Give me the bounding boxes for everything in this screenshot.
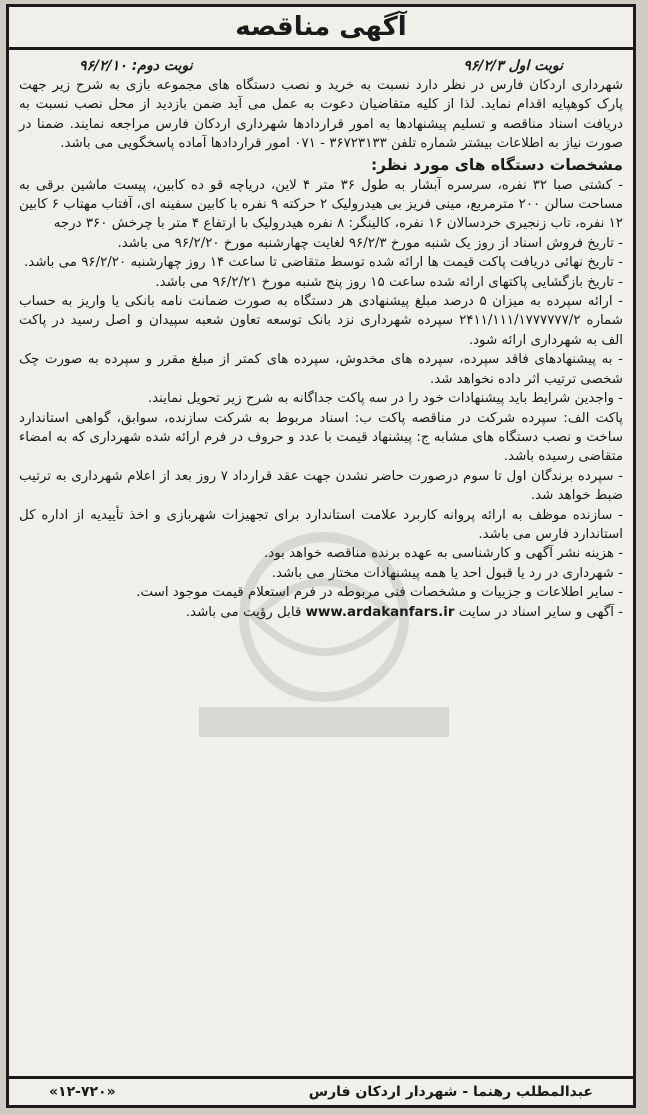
item-7: پاکت الف: سپرده شرکت در مناقصه پاکت ب: اسناد مربوط به شرکت سازنده، سوابق، گواهی استاندارد ساخت و نصب دستگاه های مشابه ج: پیشنهاد قیمت با عدد و حروف در فرم ارائه شده شهرداری که به امضاء متقاضی رسیده باشد. bbox=[19, 410, 623, 465]
item-10: - هزینه نشر آگهی و کارشناسی به عهده برنده مناقصه خواهد بود. bbox=[263, 546, 623, 562]
item-1: - تاریخ فروش اسناد از روز یک شنبه مورخ ۹۶/۲/۳ لغایت چهارشنبه مورخ ۹۶/۲/۲۰ می باشد. bbox=[117, 235, 623, 251]
website-line bbox=[19, 603, 623, 622]
signature: عبدالمطلب رهنما - شهردار اردکان فارس bbox=[308, 1084, 593, 1100]
notice-footer bbox=[9, 1076, 633, 1105]
item-12: - سایر اطلاعات و جزییات و مشخصات فنی مربوطه در فرم استعلام قیمت موجود است. bbox=[136, 585, 623, 601]
item-11: - شهرداری در رد یا قبول احد یا همه پیشنهادات مختار می باشد. bbox=[271, 565, 623, 581]
item-5: - به پیشنهادهای فاقد سپرده، سپرده های مخدوش، سپرده های کمتر از مبلغ مقرر و سپرده به صورت چک شخصی ترتیب اثر داده نخواهد شد. bbox=[19, 352, 623, 387]
notice-body bbox=[19, 76, 623, 622]
tender-notice bbox=[6, 4, 636, 1108]
item-3: - تاریخ بازگشایی پاکتهای ارائه شده ساعت ۱۵ روز پنج شنبه مورخ ۹۶/۲/۲۱ می باشد. bbox=[155, 274, 623, 290]
item-4: - ارائه سپرده به میزان ۵ درصد مبلغ پیشنهادی هر دستگاه به صورت ضمانت نامه بانکی یا واریز به حساب شماره ۲۴۱۱/۱۱۱/۱۷۷۷۷۷۷/۲ سپرده شهرداری نزد بانک توسعه تعاون شعبه سپیدان و اصل رسید در پاکت الف به شهرداری ارائه شود. bbox=[19, 294, 624, 348]
first-publication-date: نوبت اول ۹۶/۲/۳ bbox=[463, 58, 563, 74]
specs-heading: مشخصات دستگاه های مورد نظر: bbox=[370, 155, 623, 174]
second-publication-date: نوبت دوم: ۹۶/۲/۱۰ bbox=[79, 58, 193, 74]
website-line-before: - آگهی و سایر اسناد در سایت bbox=[458, 604, 623, 620]
item-9: - سازنده موظف به ارائه پروانه کاربرد علامت استاندارد برای تجهیزات شهربازی و اخذ تأییدیه از اداره کل استاندارد فارس می باشد. bbox=[19, 507, 623, 542]
item-2: - تاریخ نهائی دریافت پاکت قیمت ها ارائه شده توسط متقاضی تا ساعت ۱۴ روز چهارشنبه ۹۶/۲/۲۰ می باشد. bbox=[24, 255, 623, 271]
website-line-after: قابل رؤیت می باشد. bbox=[185, 604, 302, 620]
publication-dates bbox=[19, 50, 623, 76]
ad-code: «۱۲-۷۲۰» bbox=[49, 1084, 116, 1100]
website-url[interactable]: www.ardakanfars.ir bbox=[305, 604, 455, 620]
item-6: - واجدین شرایط باید پیشنهادات خود را در سه پاکت جداگانه به شرح زیر تحویل نمایند. bbox=[147, 391, 623, 407]
notice-title: آگهی مناقصه bbox=[9, 7, 633, 50]
intro-paragraph: شهرداری اردکان فارس در نظر دارد نسبت به خرید و نصب دستگاه های مجموعه بازی به شرح زیر جهت پارک کوهپایه اقدام نماید. لذا از کلیه متقاضیان دعوت به عمل می آید ضمن بازدید از محل نصب نسبت به دریافت اسناد مناقصه و تسلیم پیشنهادها به امور قراردادها شهرداری اردکان فارس مراجعه نمایند. ضمنا در صورت نیاز به اطلاعات بیشتر شماره تلفن ۳۶۷۲۳۱۳۳ - ۰۷۱ امور قراردادها آماده پاسخگویی می باشد. bbox=[19, 78, 623, 152]
item-0: - کشتی صبا ۳۲ نفره، سرسره آبشار به طول ۳۶ متر ۴ لاین، دریاچه قو ده کابین، پیست ماشین برقی به مساحت سالن ۲۰۰ مترمربع، مینی فریز بی هیدرولیک ۲ حرکته ۹ نفره با کابین سفینه ای، آفتاب مهتاب ۶ کابین ۱۲ نفره، تاب زنجیری خردسالان ۱۶ نفره، کالینگر: ۸ نفره هیدرولیک با ارتفاع ۴ متر با چرخش ۳۶۰ درجه bbox=[19, 177, 623, 232]
item-8: - سپرده برندگان اول تا سوم درصورت حاضر نشدن جهت عقد قرارداد ۷ روز بعد از اعلام شهرداری به ترتیب ضبط خواهد شد. bbox=[19, 468, 623, 504]
